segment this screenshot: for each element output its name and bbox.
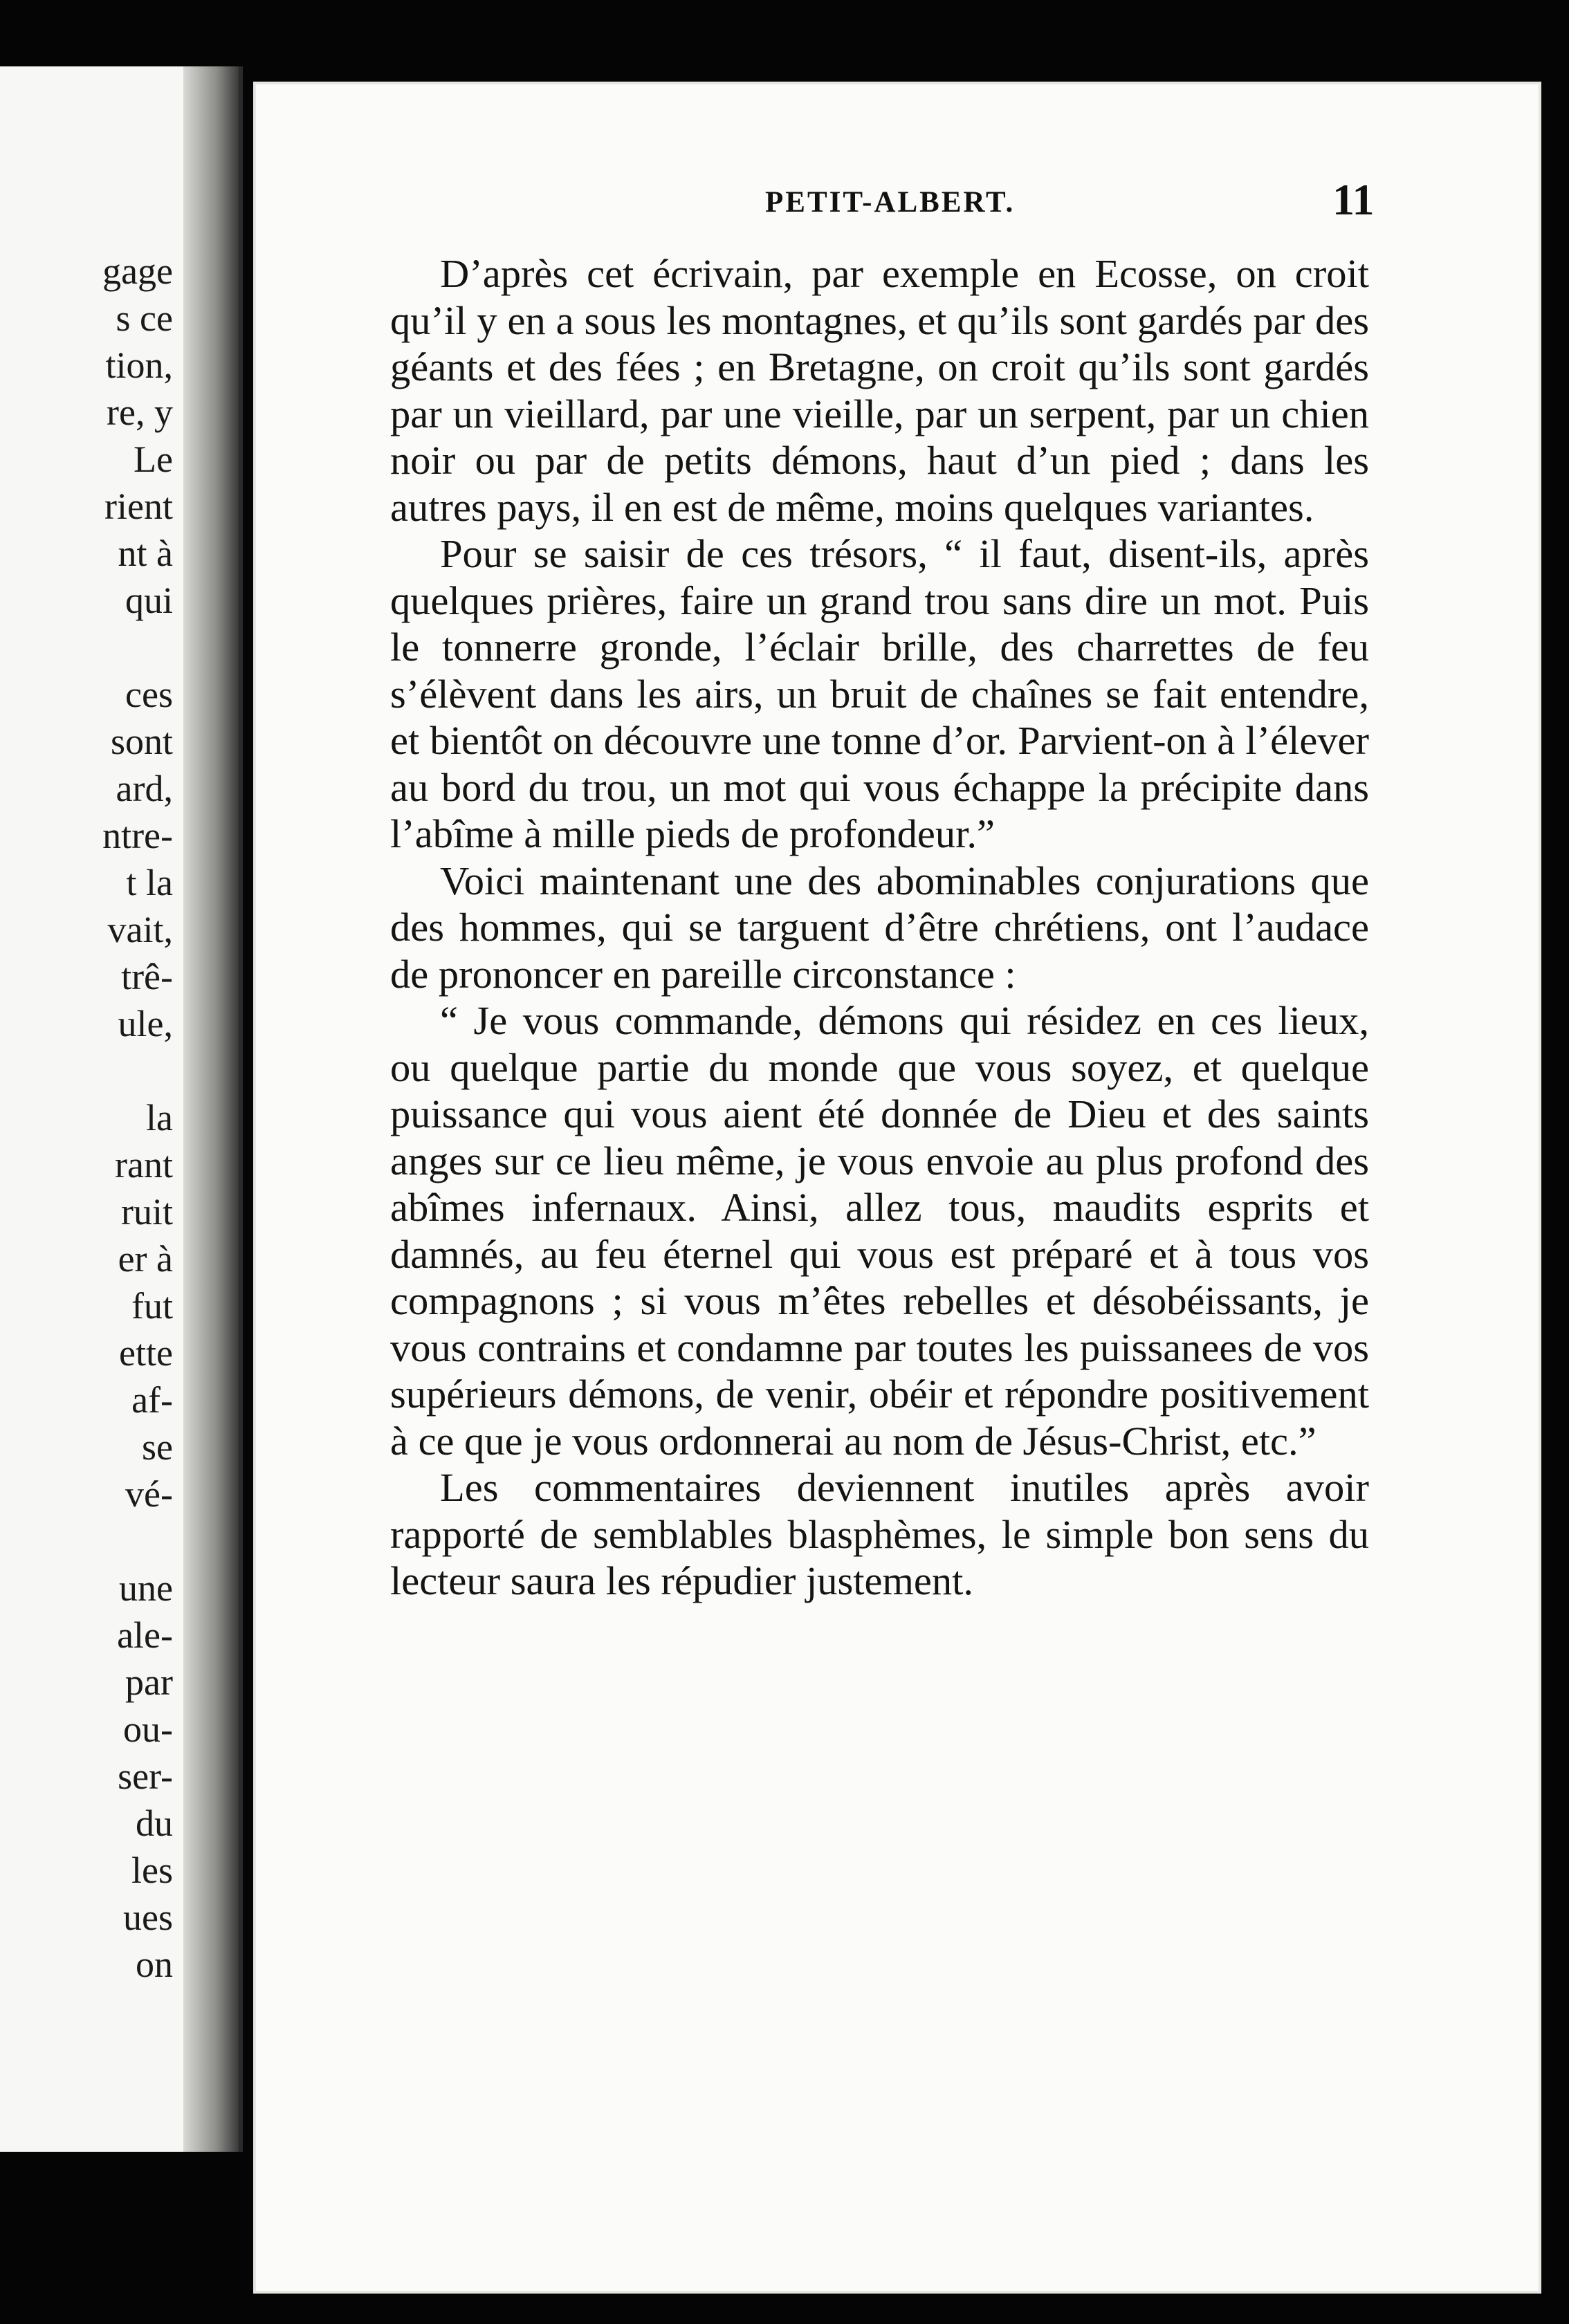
left-page-line: [0, 1047, 173, 1094]
page-header: [253, 175, 1388, 234]
left-page-line: ues: [123, 1897, 173, 1938]
left-page-line: er à: [118, 1238, 173, 1280]
left-page-line: ard,: [116, 768, 173, 809]
paragraph: Voici maintenant une des abominables conjurations que des hommes, qui se targuent d’être chrétiens, ont l’audace de prononcer en pareille circonstance :: [390, 858, 1369, 997]
left-page-fragment: [0, 66, 243, 2152]
paragraph: Les commentaires deviennent inutiles après avoir rapporté de semblables blasphèmes, le simple bon sens du lecteur saura les répudier justement.: [390, 1465, 1369, 1603]
left-page-line: Le: [134, 439, 173, 480]
body-text: [390, 250, 1369, 1605]
left-page-line: trê-: [121, 956, 173, 997]
left-page-line: du: [136, 1802, 173, 1844]
book-page: [253, 82, 1541, 2294]
page-number: 11: [1332, 175, 1375, 224]
left-page-line: ule,: [118, 1003, 173, 1044]
left-page-line: s ce: [116, 297, 173, 339]
left-page-line: tion,: [105, 344, 173, 386]
left-page-line: la: [146, 1097, 173, 1138]
left-page-line: re, y: [107, 391, 173, 433]
left-page-line: [0, 1518, 173, 1565]
left-page-line: les: [131, 1850, 173, 1891]
paragraph: D’après cet écrivain, par exemple en Ecosse, on croit qu’il y en a sous les montagnes, et qu’ils sont gardés par des géants et des fées ; en Bretagne, on croit qu’ils sont gardés par un vieillard, par une vieille, par un serpent, par un chien noir ou par de petits démons, haut d’un pied ; dans les autres pays, il en est de même, moins quelques variantes.: [390, 251, 1369, 530]
left-page-line: on: [136, 1944, 173, 1985]
left-page-line: vé-: [125, 1473, 173, 1515]
running-title: PETIT-ALBERT.: [765, 186, 1016, 219]
left-page-line: nt à: [118, 533, 173, 574]
left-page-line: ces: [125, 674, 173, 715]
paragraph: Pour se saisir de ces trésors, “ il faut, disent-ils, après quelques prières, faire un grand trou sans dire un mot. Puis le tonnerre gronde, l’éclair brille, des charrettes de feu s’élèvent dans les airs, un bruit de chaînes se fait entendre, et bientôt on découvre une tonne d’or. Parvient-on à l’élever au bord du trou, un mot qui vous échappe la précipite dans l’abîme à mille pieds de profondeur.”: [390, 531, 1369, 856]
left-page-line: se: [142, 1426, 173, 1468]
left-page-line: gage: [102, 250, 173, 292]
left-page-line: une: [119, 1567, 173, 1609]
left-page-line: fut: [131, 1285, 173, 1327]
paragraph: “ Je vous commande, démons qui résidez en ces lieux, ou quelque partie du monde que vous soyez, et quelque puissance qui vous aient été donnée de Dieu et des saints anges sur ce lieu même, je vous envoie au plus profond des abîmes infernaux. Ainsi, allez tous, maudits esprits et damnés, au feu éternel qui vous est préparé et à tous vos compagnons ; si vous m’êtes rebelles et désobéissants, je vous contrains et condamne par toutes les puissanees de vos supérieurs démons, de venir, obéir et répondre positivement à ce que je vous ordonnerai au nom de Jésus-Christ, etc.”: [390, 998, 1369, 1464]
left-page-line: vait,: [107, 909, 173, 950]
left-page-line: t la: [126, 862, 173, 903]
left-page-text: [0, 248, 173, 1988]
left-page-line: af-: [131, 1379, 173, 1421]
left-page-line: ou-: [123, 1708, 173, 1750]
left-page-line: par: [125, 1661, 173, 1703]
left-page-line: ruit: [121, 1191, 173, 1233]
page-gutter: [183, 66, 239, 2152]
left-page-line: ette: [119, 1332, 173, 1374]
left-page-line: qui: [125, 580, 173, 621]
left-page-line: ale-: [117, 1614, 173, 1656]
left-page-line: sont: [110, 721, 173, 762]
left-page-line: ser-: [118, 1755, 173, 1797]
left-page-line: rant: [115, 1144, 173, 1186]
left-page-line: rient: [104, 486, 173, 527]
left-page-line: ntre-: [102, 815, 173, 856]
left-page-line: [0, 624, 173, 671]
